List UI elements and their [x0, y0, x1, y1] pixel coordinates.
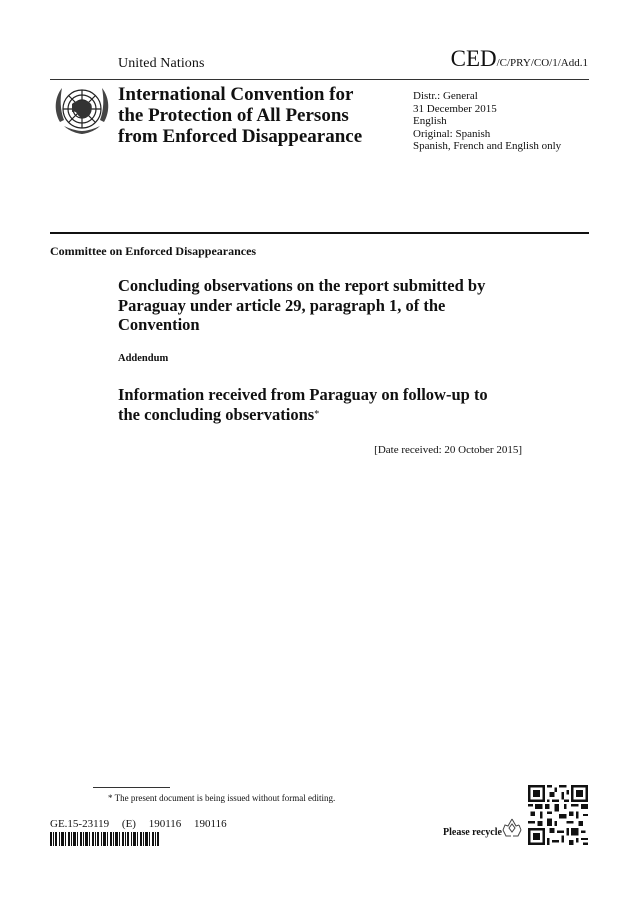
barcode-icon [50, 832, 160, 846]
convention-title [118, 84, 408, 147]
un-emblem-icon [50, 82, 114, 140]
organization-name: United Nations [118, 56, 205, 71]
distr-date: 31 December 2015 [413, 102, 497, 115]
distr-language: English [413, 115, 447, 127]
convention-title-line: the Protection of All Persons [118, 105, 349, 126]
distr-general: Distr.: General [413, 90, 478, 102]
main-title-line: Paraguay under article 29, paragraph 1, of the [118, 295, 446, 315]
distribution-block [413, 90, 561, 153]
info-title-line: the concluding observations [118, 404, 315, 424]
info-title-line-2 [118, 405, 538, 425]
recycle-icon [500, 816, 524, 840]
convention-title-line: International Convention for [118, 84, 354, 105]
distr-languages-only: Spanish, French and English only [413, 140, 562, 152]
committee-name: Committee on Enforced Disappearances [50, 244, 257, 258]
qr-code-icon [528, 785, 588, 845]
document-code: GE.15-23119 (E) 190116 190116 [50, 818, 227, 830]
info-title [118, 385, 538, 424]
distr-original: Original: Spanish [413, 127, 491, 140]
document-symbol [451, 46, 588, 72]
footnote-rule [93, 787, 170, 788]
section-rule [50, 232, 589, 234]
date-received: [Date received: 20 October 2015] [374, 444, 522, 456]
recycle-label: Please recycle [443, 827, 502, 838]
main-title-line: Convention [118, 315, 200, 334]
header-rule [50, 79, 589, 80]
footnote-text: * The present document is being issued without formal editing. [108, 793, 336, 803]
main-title [118, 276, 538, 335]
main-title-line: Concluding observations on the report submitted by [118, 276, 486, 295]
footnote-marker[interactable]: * [314, 408, 320, 420]
addendum-label: Addendum [118, 353, 169, 364]
info-title-line: Information received from Paraguay on follow-up to [118, 385, 488, 404]
convention-title-line: from Enforced Disappearance [118, 126, 363, 147]
symbol-main: CED [450, 46, 497, 71]
symbol-sub: /C/PRY/CO/1/Add.1 [496, 57, 588, 69]
